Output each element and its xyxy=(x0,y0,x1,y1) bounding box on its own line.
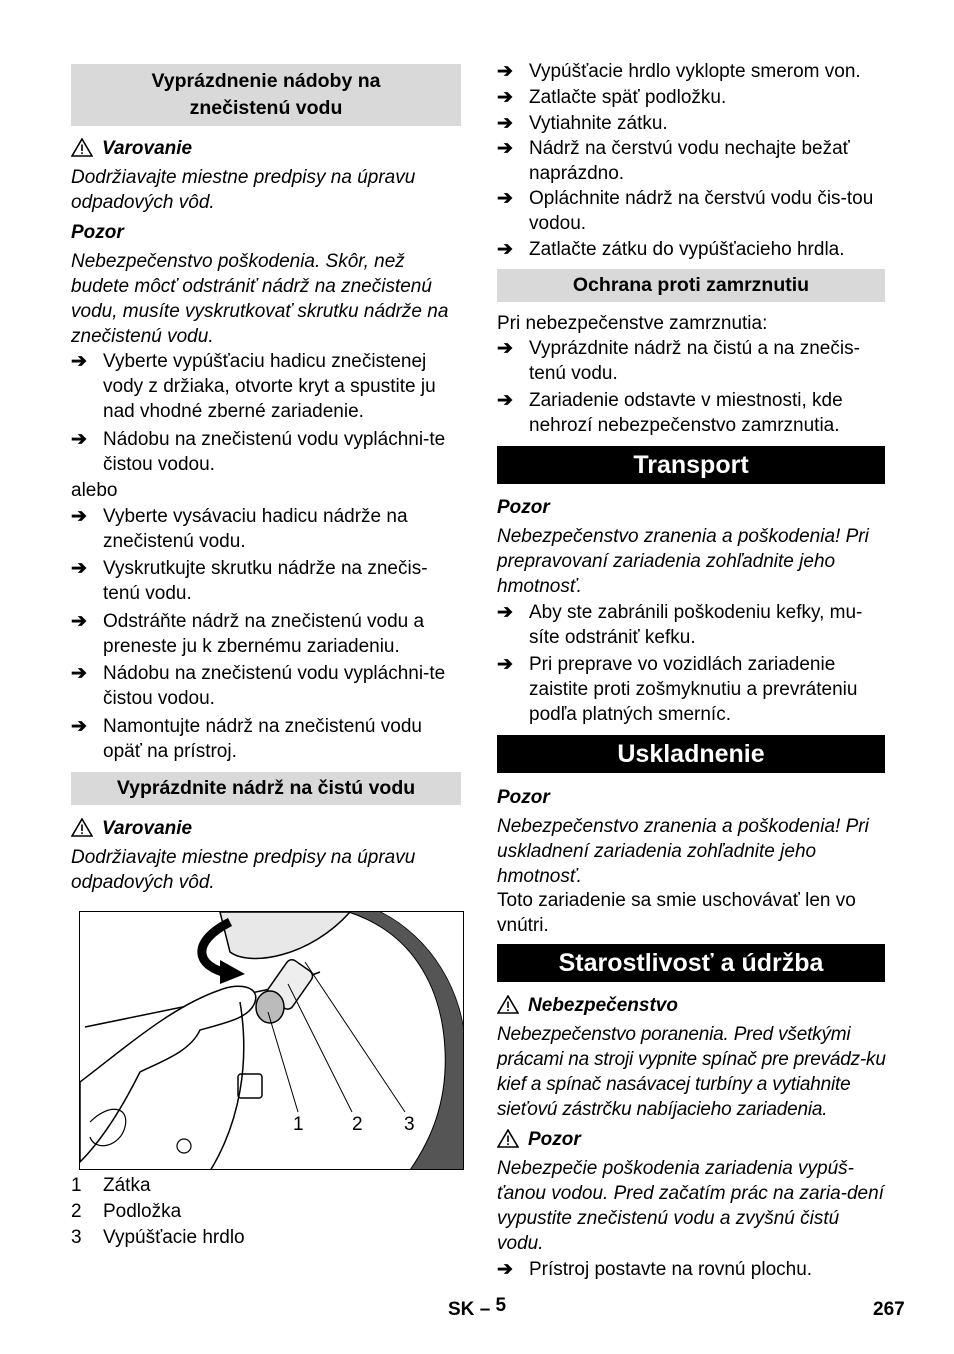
chapter-title-storage: Uskladnenie xyxy=(497,735,885,773)
footer-dash: – xyxy=(479,1299,491,1320)
step-text: Vyberte vypúšťaciu hadicu znečistenej vody z držiaka, otvorte kryt a spustite ju nad vhodné zberné zariadenie. xyxy=(103,351,436,422)
danger-text: Nebezpečenstvo poranenia. Pred všetkými prácami na stroji vypnite spínač pre prevádz-ku kief a spínač nasávacej turbíny a vytiahnite sieťovú zástrčku nabíjacieho zariadenia. xyxy=(497,1024,886,1120)
caution-heading: Pozor xyxy=(71,222,124,243)
page-number: 267 xyxy=(873,1299,905,1320)
warning-label: Varovanie xyxy=(102,818,193,839)
arrow-icon: ➔ xyxy=(497,390,513,411)
danger-label: Nebezpečenstvo xyxy=(528,995,678,1016)
caution-heading: Pozor xyxy=(497,787,550,808)
caution-label: Pozor xyxy=(528,1129,581,1150)
step-text: Pri preprave vo vozidlách zariadenie zaistite proti zošmyknutiu a prevráteniu podľa platných smerníc. xyxy=(529,654,858,725)
section-title-empty-dirty-water: Vyprázdnenie nádoby na znečistenú vodu xyxy=(71,64,461,126)
legend-number: 2 xyxy=(71,1201,82,1222)
step-text: Zatlačte späť podložku. xyxy=(529,87,727,108)
arrow-icon: ➔ xyxy=(71,716,87,737)
arrow-icon: ➔ xyxy=(71,351,87,372)
step-text: Vytiahnite zátku. xyxy=(529,113,668,134)
section-title-empty-clean-water: Vyprázdnite nádrž na čistú vodu xyxy=(71,772,461,805)
chapter-title-care-maintenance: Starostlivosť a údržba xyxy=(497,944,885,982)
warning-triangle-icon xyxy=(497,995,519,1021)
warning-triangle-icon xyxy=(497,1129,519,1155)
legend-label: Podložka xyxy=(103,1201,182,1222)
arrow-icon: ➔ xyxy=(497,1259,513,1280)
arrow-icon: ➔ xyxy=(497,188,513,209)
arrow-icon: ➔ xyxy=(497,338,513,359)
step-text: Opláchnite nádrž na čerstvú vodu čis-tou vodou. xyxy=(529,188,874,234)
warning-triangle-icon xyxy=(71,138,93,164)
legend-label: Vypúšťacie hrdlo xyxy=(103,1227,245,1248)
arrow-icon: ➔ xyxy=(497,138,513,159)
step-text: Zatlačte zátku do vypúšťacieho hrdla. xyxy=(529,239,845,260)
step-text: Vypúšťacie hrdlo vyklopte smerom von. xyxy=(529,61,861,82)
frost-intro: Pri nebezpečenstve zamrznutia: xyxy=(497,313,768,334)
footer-language: SK xyxy=(448,1299,475,1320)
step-text: Zariadenie odstavte v miestnosti, kde nehrozí nebezpečenstvo zamrznutia. xyxy=(529,390,843,436)
callout-1: 1 xyxy=(293,1114,304,1135)
caution-text: Nebezpečenstvo zranenia a poškodenia! Pri prepravovaní zariadenia zohľadnite jeho hmotnosť. xyxy=(497,526,869,597)
arrow-icon: ➔ xyxy=(497,602,513,623)
step-text: Vyprázdnite nádrž na čistú a na znečis-tenú vodu. xyxy=(529,338,860,384)
danger-heading xyxy=(497,993,678,1021)
step-text: Nádobu na znečistenú vodu vypláchni-te čistou vodou. xyxy=(103,663,446,709)
step-text: Namontujte nádrž na znečistenú vodu opäť na prístroj. xyxy=(103,716,422,762)
caution-heading xyxy=(497,1127,581,1155)
arrow-icon: ➔ xyxy=(497,113,513,134)
arrow-icon: ➔ xyxy=(71,558,87,579)
arrow-icon: ➔ xyxy=(71,429,87,450)
step-text: Nádobu na znečistenú vodu vypláchni-te čistou vodou. xyxy=(103,429,446,475)
warning-text: Dodržiavajte miestne predpisy na úpravu odpadových vôd. xyxy=(71,847,416,893)
arrow-icon: ➔ xyxy=(497,654,513,675)
arrow-icon: ➔ xyxy=(71,663,87,684)
warning-heading xyxy=(71,136,192,164)
drain-plug-illustration xyxy=(79,911,464,1170)
step-text: Odstráňte nádrž na znečistenú vodu a preneste ju k zbernému zariadeniu. xyxy=(103,611,425,657)
section-title-frost-protection: Ochrana proti zamrznutiu xyxy=(497,269,885,302)
callout-2: 2 xyxy=(352,1114,363,1135)
step-text: Vyberte vysávaciu hadicu nádrže na znečistenú vodu. xyxy=(103,506,408,552)
arrow-icon: ➔ xyxy=(71,611,87,632)
legend-number: 1 xyxy=(71,1175,82,1196)
warning-label: Varovanie xyxy=(102,138,193,159)
warning-heading xyxy=(71,816,192,844)
page-footer-section xyxy=(448,1297,506,1322)
callout-3: 3 xyxy=(404,1114,415,1135)
or-text: alebo xyxy=(71,480,118,501)
step-text: Aby ste zabránili poškodeniu kefky, mu-síte odstrániť kefku. xyxy=(529,602,863,648)
warning-triangle-icon xyxy=(71,818,93,844)
arrow-icon: ➔ xyxy=(497,239,513,260)
step-text: Prístroj postavte na rovnú plochu. xyxy=(529,1259,813,1280)
caution-text: Nebezpečie poškodenia zariadenia vypúš-ťanou vodou. Pred začatím prác na zaria-dení vypustite znečistenú vodu a zvyšnú čistú vodu. xyxy=(497,1158,884,1254)
arrow-icon: ➔ xyxy=(71,506,87,527)
step-text: Vyskrutkujte skrutku nádrže na znečis-tenú vodu. xyxy=(103,558,428,604)
arrow-icon: ➔ xyxy=(497,87,513,108)
caution-text: Nebezpečenstvo zranenia a poškodenia! Pri uskladnení zariadenia zohľadnite jeho hmotnosť. xyxy=(497,816,869,887)
warning-text: Dodržiavajte miestne predpisy na úpravu odpadových vôd. xyxy=(71,167,416,213)
chapter-title-transport: Transport xyxy=(497,446,885,484)
caution-heading: Pozor xyxy=(497,497,550,518)
step-text: Nádrž na čerstvú vodu nechajte bežať naprázdno. xyxy=(529,138,850,184)
caution-text: Nebezpečenstvo poškodenia. Skôr, než budete môcť odstrániť nádrž na znečistenú vodu, musíte vyskrutkovať skrutku nádrže na znečistenú vodu. xyxy=(71,251,449,347)
legend-label: Zátka xyxy=(103,1175,151,1196)
figure-legend xyxy=(71,1173,461,1251)
arrow-icon: ➔ xyxy=(497,61,513,82)
storage-note: Toto zariadenie sa smie uschovávať len vo vnútri. xyxy=(497,890,856,936)
legend-number: 3 xyxy=(71,1227,82,1248)
footer-section-number: 5 xyxy=(495,1295,507,1316)
